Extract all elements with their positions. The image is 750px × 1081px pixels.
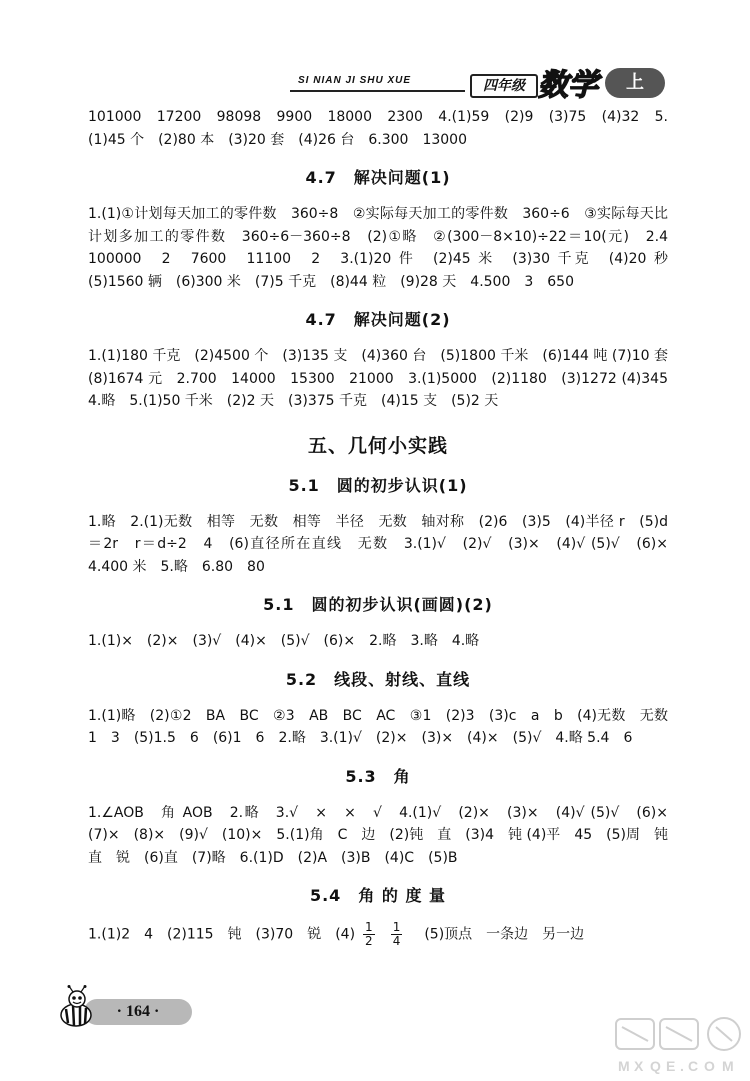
svg-text:E: E	[666, 1058, 676, 1074]
answer-paragraph-2: 1.(1)①计划每天加工的零件数 360÷8 ②实际每天加工的零件数 360÷6 ③实际每天比计划多加工的零件数 360÷6－360÷8 (2)①略 ②(300－8×10)÷22＝10(元) 2.4 100000 2 7600 11100 2 3.(1)20 件 (2)45 米 (3)30 千克 (4)20 秒 (5)1560 辆 (6)300 米 (7)5 千克 (8)44 粒 (9)28 天 4.500 3 650	[88, 206, 682, 290]
fraction-denominator: 2	[365, 934, 373, 948]
watermark-logo-icon	[612, 1015, 748, 1077]
answer-paragraph-3: 1.(1)180 千克 (2)4500 个 (3)135 支 (4)360 台 (5)1800 千米 (6)144 吨 (7)10 套 (8)1674 元 2.700 14000 15300 21000 3.(1)5000 (2)1180 (3)1272 (4)345 4.略 5.(1)50 千米 (2)2 天 (3)375 千克 (4)15 支 (5)2 天	[88, 348, 682, 409]
section-title-5-1-1: 5.1 圆的初步认识(1)	[288, 475, 468, 495]
fraction-one-half	[363, 921, 375, 948]
svg-text:M: M	[722, 1058, 734, 1074]
fraction-numerator: 1	[392, 920, 401, 934]
answer-content	[88, 106, 682, 948]
answer-paragraph-6: 1.(1)略 (2)①2 BA BC ②3 AB BC AC ③1 (2)3 (3)c a b (4)无数 无数 1 3 (5)1.5 6 (6)1 6 2.略 3.(1)√ (2)× (3)× (4)× (5)√ 4.略 5.4 6	[88, 707, 682, 746]
answer-paragraph-7: 1.∠AOB 角 AOB 2.略 3.√ × × √ 4.(1)√ (2)× (3)× (4)√ (5)√ (6)× (7)× (8)× (9)√ (10)× 5.(1)角 C 边 (2)钝 直 (3)4 钝 (4)平 45 (5)周 钝 直 锐 (6)直 (7)略 6.(1)D (2)A (3)B (4)C (5)B	[88, 804, 682, 866]
svg-text:O: O	[704, 1058, 715, 1074]
section-title-5-3: 5.3 角	[345, 766, 411, 786]
svg-text:.: .	[680, 1058, 684, 1074]
chapter-title: 五、几何小实践	[307, 434, 448, 457]
page-number: · 164 ·	[84, 999, 192, 1025]
header-rule	[290, 90, 465, 92]
svg-text:C: C	[688, 1058, 699, 1074]
running-header	[0, 60, 750, 105]
section-title-4-7-2: 4.7 解决问题(2)	[305, 310, 451, 329]
answer-8-text: 1.(1)2 4 (2)115 钝 (3)70 锐 (4)	[88, 926, 356, 943]
section-title-4-7-1: 4.7 解决问题(1)	[305, 168, 451, 187]
fraction-numerator: 1	[365, 920, 373, 934]
answer-paragraph-5: 1.(1)× (2)× (3)√ (4)× (5)√ (6)× 2.略 3.略 4.略	[88, 633, 480, 649]
header-pinyin: SI NIAN JI SHU XUE	[298, 75, 412, 86]
fraction-one-quarter	[391, 921, 403, 948]
svg-text:Q: Q	[650, 1058, 661, 1074]
section-title-5-1-2: 5.1 圆的初步认识(画圆)(2)	[263, 595, 493, 614]
page-footer	[56, 985, 191, 1029]
answer-paragraph-4: 1.略 2.(1)无数 相等 无数 相等 半径 无数 轴对称 (2)6 (3)5 (4)半径 r (5)d＝2r r＝d÷2 4 (6)直径所在直线 无数 3.(1)√ (2)√ (3)× (4)√ (5)√ (6)× 4.400 米 5.略 6.80 80	[88, 513, 682, 575]
header-grade: 四年级	[470, 74, 538, 98]
header-volume: 上	[605, 68, 665, 98]
svg-text:M: M	[618, 1058, 630, 1074]
header-subject: 数学	[538, 68, 598, 103]
answer-8-text-end: (5)顶点 一条边 另一边	[410, 926, 585, 943]
bee-icon	[56, 985, 96, 1029]
answer-paragraph-8	[88, 921, 668, 948]
fraction-denominator: 4	[392, 934, 401, 948]
section-title-5-4: 5.4 角 的 度 量	[309, 886, 447, 905]
section-title-5-2: 5.2 线段、射线、直线	[285, 669, 471, 689]
svg-text:X: X	[634, 1058, 644, 1074]
answer-paragraph-1: 101000 17200 98098 9900 18000 2300 4.(1)59 (2)9 (3)75 (4)32 5.(1)45 个 (2)80 本 (3)20 套 (4)26 台 6.300 13000	[88, 109, 668, 148]
